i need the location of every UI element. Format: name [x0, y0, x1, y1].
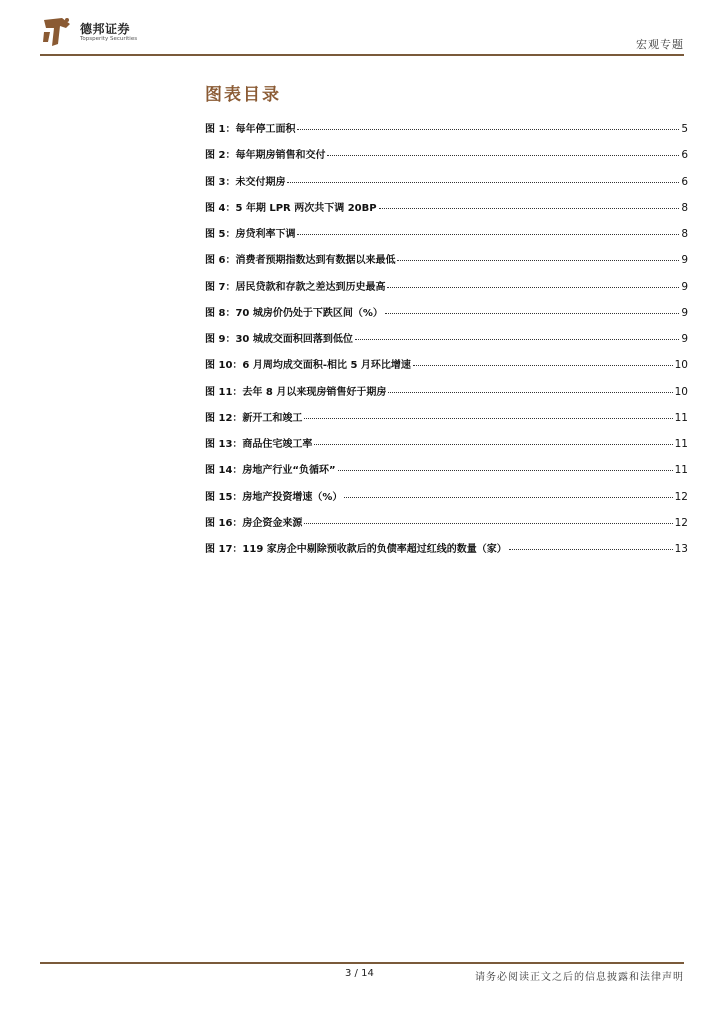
footer-disclaimer: 请务必阅读正文之后的信息披露和法律声明 [475, 972, 684, 983]
toc-entry-label: 图 14：房地产行业“负循环” [205, 465, 336, 477]
toc-title: 图表目录 [205, 85, 281, 105]
toc-entry-page: 5 [681, 123, 688, 135]
footer-divider [40, 962, 684, 964]
toc-entry[interactable] [205, 461, 688, 487]
toc-entry-page: 9 [681, 254, 688, 267]
toc-entry[interactable] [205, 173, 688, 199]
toc-entry[interactable] [205, 225, 688, 251]
toc-entry-page: 6 [681, 149, 688, 162]
toc-entry-label: 图 15：房地产投资增速（%） [205, 491, 343, 503]
toc-entry[interactable] [205, 409, 688, 435]
toc-entry-label: 图 17：119 家房企中剔除预收款后的负债率超过红线的数量（家） [205, 544, 507, 555]
toc-dot-leader [413, 365, 673, 366]
toc-dot-leader [297, 234, 679, 235]
toc-dot-leader [327, 155, 679, 156]
toc-dot-leader [355, 339, 679, 340]
toc-entry-label: 图 5：房贷利率下调 [205, 229, 296, 240]
toc-dot-leader [509, 549, 673, 550]
toc-entry-page: 12 [674, 490, 688, 503]
toc-entry[interactable] [205, 251, 688, 277]
toc-dot-leader [338, 470, 673, 471]
toc-entry-label: 图 1：每年停工面积 [205, 124, 296, 135]
toc-entry-label: 图 2：每年期房销售和交付 [205, 150, 326, 162]
toc-entry-label: 图 10：6 月周均成交面积-相比 5 月环比增速 [205, 360, 411, 372]
toc-entry-page: 13 [674, 543, 688, 555]
toc-entry-label: 图 16：房企资金来源 [205, 517, 303, 529]
toc-entry-label: 图 11：去年 8 月以来现房销售好于期房 [205, 386, 387, 398]
toc-entry-page: 11 [674, 438, 688, 450]
toc-entry-label: 图 3：未交付期房 [205, 176, 286, 188]
toc-dot-leader [344, 497, 672, 498]
toc-entry-page: 10 [674, 359, 688, 372]
logo-text: 德邦证券 [80, 22, 131, 36]
toc-entry-page: 9 [681, 306, 688, 319]
toc-entry[interactable] [205, 356, 688, 382]
toc-entry-label: 图 6：消费者预期指数达到有数据以来最低 [205, 255, 396, 267]
toc-entry-page: 8 [681, 228, 688, 240]
toc-dot-leader [297, 129, 679, 130]
toc-entry-page: 11 [674, 464, 688, 477]
toc-entry-page: 6 [681, 175, 688, 188]
toc-entry[interactable] [205, 383, 688, 409]
toc-entry[interactable] [205, 330, 688, 356]
logo-subtext: Topsperity Securities [80, 36, 138, 42]
toc-entry-label: 图 7：居民贷款和存款之差达到历史最高 [205, 281, 386, 293]
toc-dot-leader [387, 287, 679, 288]
logo-icon [40, 14, 74, 50]
toc-entry-page: 10 [674, 385, 688, 398]
toc-entry[interactable] [205, 540, 688, 566]
toc-entry[interactable] [205, 278, 688, 304]
toc-dot-leader [388, 392, 672, 393]
toc-entry[interactable] [205, 435, 688, 461]
header-divider [40, 54, 684, 56]
toc-dot-leader [379, 208, 680, 209]
toc-entry[interactable] [205, 120, 688, 146]
toc-entry[interactable] [205, 304, 688, 330]
toc-entry[interactable] [205, 199, 688, 225]
toc-dot-leader [304, 523, 672, 524]
toc-entry-label: 图 4：5 年期 LPR 两次共下调 20BP [205, 202, 377, 214]
toc-entry-label: 图 9：30 城成交面积回落到低位 [205, 334, 353, 345]
toc-entry-label: 图 13：商品住宅竣工率 [205, 439, 313, 450]
toc-entry[interactable] [205, 146, 688, 172]
toc-dot-leader [385, 313, 679, 314]
page-header [0, 0, 724, 60]
toc-dot-leader [397, 260, 679, 261]
toc-dot-leader [287, 182, 679, 183]
toc-list [205, 120, 688, 566]
company-logo [40, 14, 138, 50]
report-type: 宏观专题 [636, 38, 684, 51]
toc-entry[interactable] [205, 514, 688, 540]
toc-entry-page: 8 [681, 201, 688, 214]
toc-dot-leader [304, 418, 672, 419]
toc-entry-page: 12 [674, 516, 688, 529]
toc-entry-page: 9 [681, 333, 688, 345]
toc-entry-page: 11 [674, 411, 688, 424]
toc-entry-page: 9 [681, 280, 688, 293]
toc-dot-leader [314, 444, 672, 445]
page-number: 3 / 14 [345, 968, 374, 979]
toc-entry-label: 图 8：70 城房价仍处于下跌区间（%） [205, 307, 383, 319]
toc-entry[interactable] [205, 488, 688, 514]
toc-entry-label: 图 12：新开工和竣工 [205, 412, 303, 424]
